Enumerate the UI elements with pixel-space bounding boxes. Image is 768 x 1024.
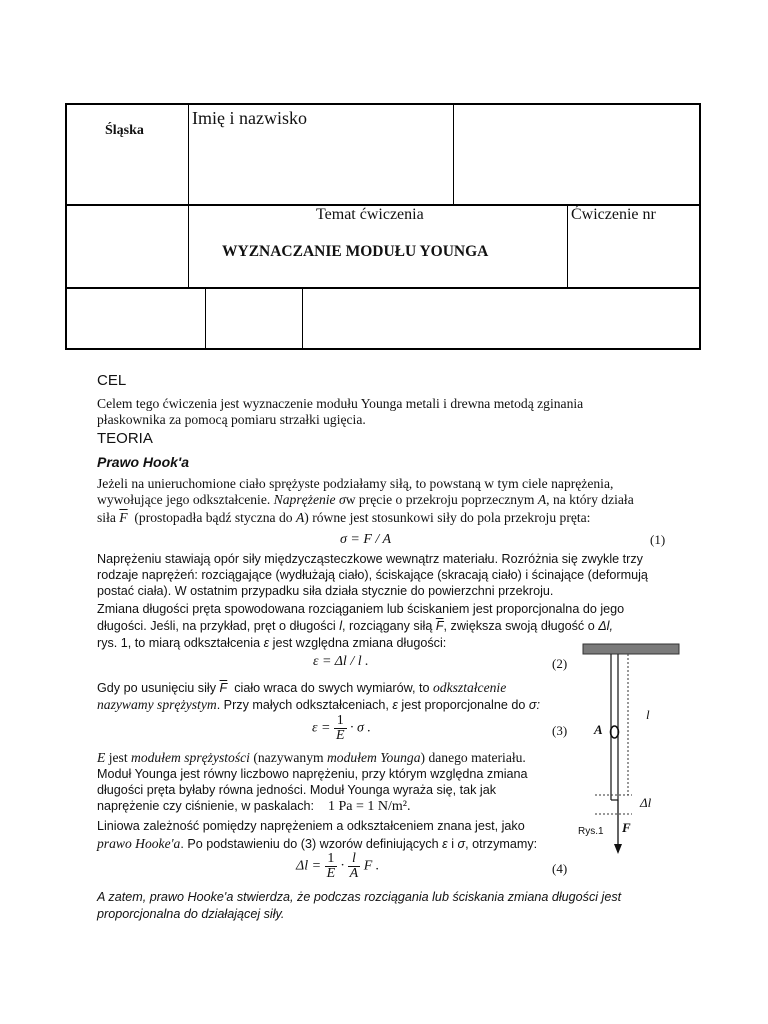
col-divider-4 [205,288,206,350]
figure-label-l: l [646,707,650,722]
conclusion-line-1: A zatem, prawo Hooke'a stwierdza, że podczas rozciągania lub ściskania zmiana długości jest [97,890,622,904]
section-heading-cel: CEL [97,372,127,389]
equation-2-number: (2) [552,656,568,671]
subheading-hooke: Prawo Hook'a [97,454,190,470]
p2-line-3: postać ciała). W ostatnim przypadku siła działa stycznie do powierzchni przekroju. [97,584,554,598]
p5-line-1: E jest modułem sprężystości (nazywanym modułem Younga) danego materiału. [97,750,526,765]
p3-line-2: długości. Jeśli, na przykład, pręt o długości l, rozciągany siłą $\overline{F}$, zwiększa swoją długość o Δl, [97,619,613,633]
cross-section-ellipse [611,726,619,738]
p4-line-1: Gdy po usunięciu siły $\overline{F}$ ciało wraca do swych wymiarów, to odkształcenie [97,680,507,695]
col-divider-3 [567,205,568,288]
p6-line-2: prawo Hooke'a. Po podstawieniu do (3) wzorów definiujących ε i σ, otrzymamy: [97,836,538,851]
row-divider-2 [65,287,701,289]
col-divider-2 [453,103,454,205]
p1-line-1: Jeżeli na unieruchomione ciało sprężyste podziałamy siłą, to powstaną w tym ciele naprężenia, [97,476,614,491]
p3-line-3: rys. 1, to miarą odkształcenia ε jest względna zmiana długości: [97,636,447,650]
p3-line-1: Zmiana długości pręta spowodowana rozciąganiem lub ściskaniem jest proporcjonalna do jego [97,602,625,616]
equation-1-number: (1) [650,532,666,547]
exercise-no-label: Ćwiczenie nr [571,206,656,223]
ceiling-mount [583,644,679,654]
equation-1: σ = F / A [340,532,392,547]
exercise-title: WYZNACZANIE MODUŁU YOUNGA [222,243,489,260]
equation-4-number: (4) [552,861,568,876]
figure-label-A: A [594,722,603,737]
figure-label-F: F [622,820,631,835]
name-label: Imię i nazwisko [192,108,307,128]
p5-line-2: Moduł Younga jest równy liczbowo naprężeniu, przy którym względna zmiana [97,767,528,781]
p1-line-2: wywołujące jego odkształcenie. Naprężenie σw pręcie o przekroju poprzecznym A, na który działa [97,492,634,507]
cel-line-2: płaskownika za pomocą pomiaru strzałki ugięcia. [97,412,366,427]
col-divider-5 [302,288,303,350]
force-vector: $\overline{F}$ [119,510,128,525]
col-divider-1 [188,103,189,287]
cel-line-1: Celem tego ćwiczenia jest wyznaczenie modułu Younga metali i drewna metodą zginania [97,396,584,411]
figure-caption: Rys.1 [578,826,604,837]
section-heading-teoria: TEORIA [97,430,153,447]
p2-line-1: Naprężeniu stawiają opór siły międzycząsteczkowe wewnątrz materiału. Rozróżnia się zwykle trzy [97,552,643,566]
force-arrow-head [614,844,622,854]
university-label: Śląska [105,123,144,138]
equation-3-number: (3) [552,723,568,738]
figure-label-dl: Δl [640,795,652,810]
p2-line-2: rodzaje naprężeń: rozciągające (wydłużają ciało), ściskające (skracają ciało) i ścinające (deformują [97,568,648,582]
p4-line-2: nazywamy sprężystym. Przy małych odkształceniach, ε jest proporcjonalne do σ: [97,697,540,712]
p5-line-3: długości pręta byłaby równa jedności. Moduł Younga wyraża się, tak jak [97,783,497,797]
p6-line-1: Liniowa zależność pomiędzy naprężeniem a odkształceniem znana jest, jako [97,819,525,833]
header-table [65,103,701,350]
p5-line-4: naprężenie czy ciśnienie, w paskalach: 1 Pa = 1 N/m². [97,799,411,814]
equation-4: Δl = $\frac{1}{E}$ · $\frac{l}{A}$ F . [296,851,380,881]
equation-2: ε = Δl / l . [313,654,369,669]
p1-line-3: siła $\overline{F}$ (prostopadła bądź styczna do A) równe jest stosunkowi siły do pola przekroju pręta: [97,510,591,525]
conclusion-line-2: proporcjonalna do działającej siły. [97,907,285,921]
equation-3: ε = $\frac{1}{E}$ · σ . [312,713,371,743]
topic-label: Temat ćwiczenia [316,206,424,223]
